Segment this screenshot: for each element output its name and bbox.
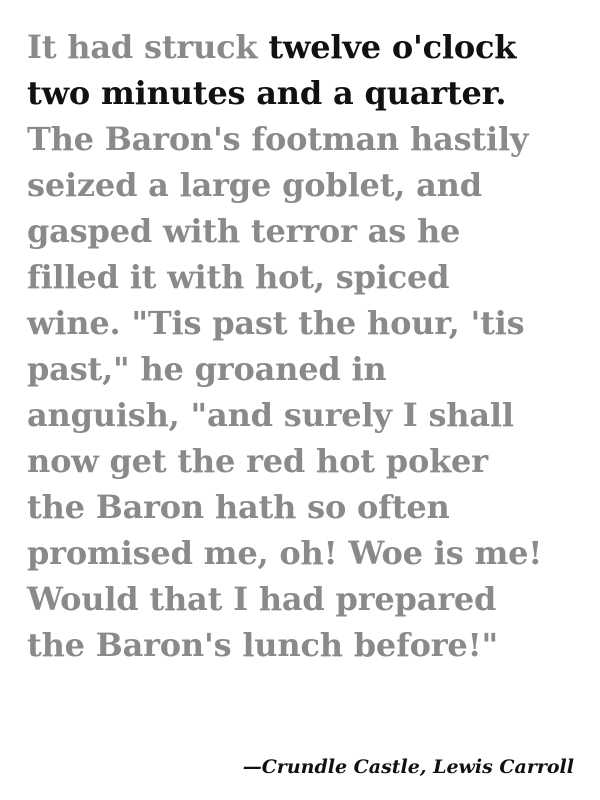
- passage-line-5-muted: gasped with terror as he: [27, 212, 461, 250]
- passage-line-8-muted: past," he groaned in: [27, 350, 387, 388]
- passage-line-7: [27, 300, 587, 346]
- passage-line-13-muted: Would that I had prepared: [27, 580, 497, 618]
- quote-passage: [27, 24, 587, 668]
- passage-line-8: [27, 346, 587, 392]
- passage-line-11: [27, 484, 587, 530]
- passage-line-12-muted: promised me, oh! Woe is me!: [27, 534, 543, 572]
- passage-line-14-muted: the Baron's lunch before!": [27, 626, 498, 664]
- passage-line-10: [27, 438, 587, 484]
- passage-line-11-muted: the Baron hath so often: [27, 488, 450, 526]
- passage-line-6-muted: filled it with hot, spiced: [27, 258, 450, 296]
- passage-line-3: [27, 116, 587, 162]
- passage-line-4-muted: seized a large goblet, and: [27, 166, 482, 204]
- passage-line-1: [27, 24, 587, 70]
- passage-line-2: [27, 70, 587, 116]
- passage-line-1-muted: It had struck: [27, 28, 269, 66]
- passage-line-6: [27, 254, 587, 300]
- passage-line-1-highlight: twelve o'clock: [268, 28, 517, 66]
- passage-line-14: [27, 622, 587, 668]
- passage-line-5: [27, 208, 587, 254]
- passage-line-9: [27, 392, 587, 438]
- passage-line-4: [27, 162, 587, 208]
- passage-line-9-muted: anguish, "and surely I shall: [27, 396, 514, 434]
- passage-line-3-muted: The Baron's footman hastily: [27, 120, 529, 158]
- quote-attribution: —Crundle Castle, Lewis Carroll: [242, 756, 574, 778]
- passage-line-2-highlight: two minutes and a quarter.: [27, 74, 507, 112]
- passage-line-10-muted: now get the red hot poker: [27, 442, 488, 480]
- passage-line-13: [27, 576, 587, 622]
- passage-line-12: [27, 530, 587, 576]
- passage-line-7-muted: wine. "Tis past the hour, 'tis: [27, 304, 525, 342]
